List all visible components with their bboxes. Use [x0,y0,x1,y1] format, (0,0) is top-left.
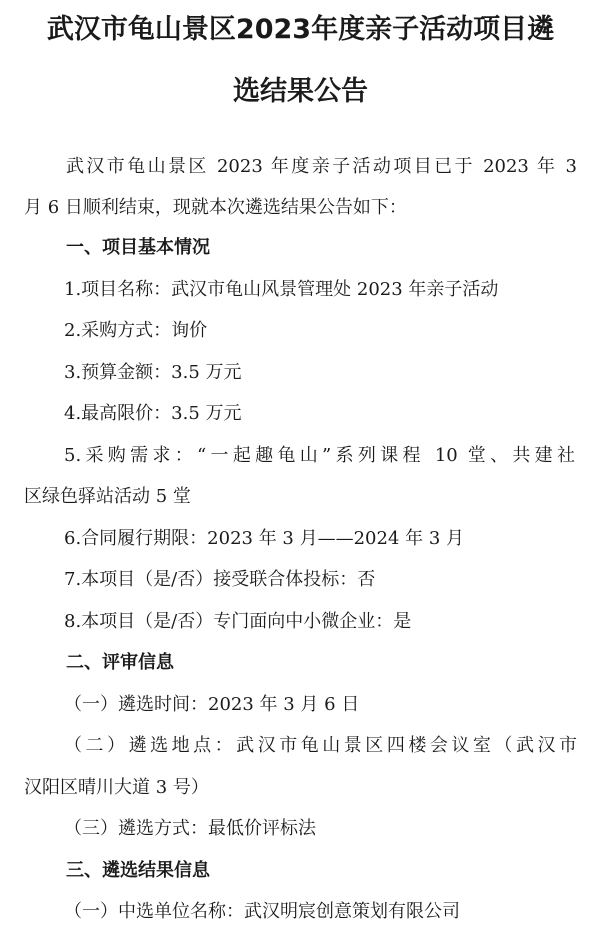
selection-method-item: （三）遴选方式：最低价评标法 [64,818,316,839]
section-1-heading: 一、项目基本情况 [66,237,210,258]
procurement-needs-item: 5.采购需求：“一起趣龟山”系列课程 10 堂、共建社 [64,445,575,466]
sme-only-item: 8.本项目（是/否）专门面向中小微企业：是 [64,611,412,632]
procurement-needs-continued: 区绿色驿站活动 5 堂 [24,486,191,507]
intro-paragraph-line-1: 武汉市龟山景区 2023 年度亲子活动项目已于 2023 年 3 [66,156,577,177]
max-price-item: 4.最高限价：3.5 万元 [64,403,242,424]
budget-amount-item: 3.预算金额：3.5 万元 [64,362,242,383]
selection-location-item: （二）遴选地点：武汉市龟山景区四楼会议室（武汉市 [64,735,577,756]
document-title-line-1: 武汉市龟山景区2023年度亲子活动项目遴 [46,14,555,45]
procurement-method-item: 2.采购方式：询价 [64,320,208,341]
consortium-bid-item: 7.本项目（是/否）接受联合体投标：否 [64,569,376,590]
section-2-heading: 二、评审信息 [66,652,174,673]
selection-time-item: （一）遴选时间：2023 年 3 月 6 日 [64,694,360,715]
selection-location-continued: 汉阳区晴川大道 3 号） [24,777,209,798]
intro-paragraph-line-2: 月 6 日顺利结束，现就本次遴选结果公告如下： [24,197,407,218]
project-name-item: 1.项目名称：武汉市龟山风景管理处 2023 年亲子活动 [64,279,499,300]
contract-period-item: 6.合同履行期限：2023 年 3 月——2024 年 3 月 [64,528,465,549]
section-3-heading: 三、遴选结果信息 [66,860,210,881]
winning-company-item: （一）中选单位名称：武汉明宸创意策划有限公司 [64,901,460,922]
document-title-line-2: 选结果公告 [233,76,368,107]
